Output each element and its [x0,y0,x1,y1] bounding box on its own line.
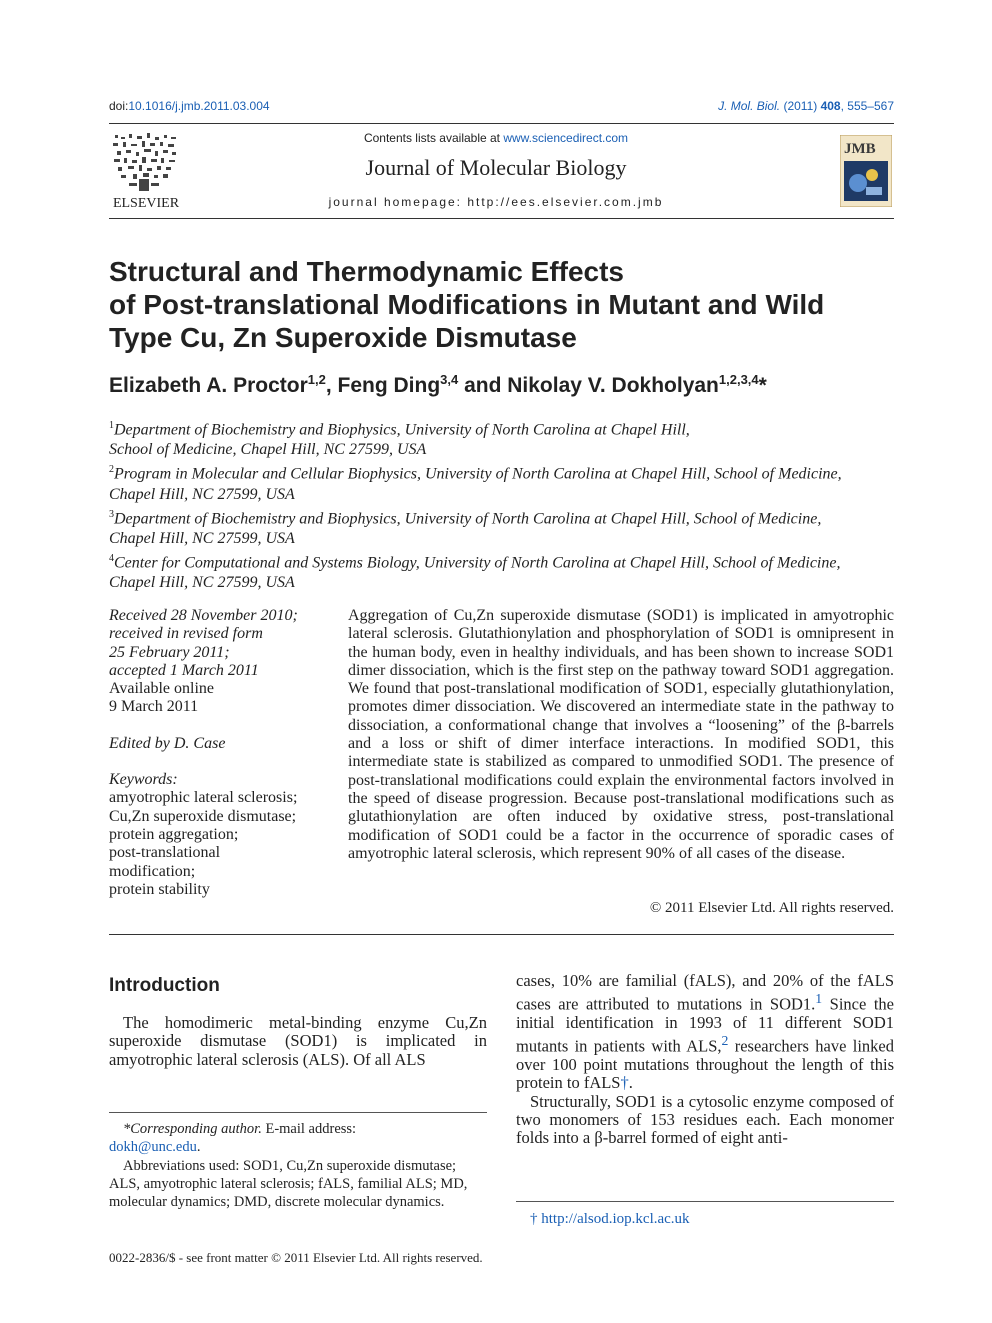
affiliation-text: Chapel Hill, NC 27599, USA [109,529,295,547]
footnote-rule [109,1112,487,1113]
affiliation [109,549,909,593]
affiliation-text: School of Medicine, Chapel Hill, NC 27599, USA [109,441,427,459]
doi-prefix: doi: [109,99,129,113]
affiliation [109,460,909,504]
affiliation-text: Department of Biochemistry and Biophysics, University of North Carolina at Chapel Hill, School of Medicine, [114,509,822,527]
corresponding-footnote [109,1120,487,1138]
affiliation-number: 1 [109,420,114,431]
revised-date: 25 February 2011; [109,643,230,661]
citation-year: (2011) [780,99,821,113]
online-date: 9 March 2011 [109,698,199,716]
author-affil-sup: 3,4 [440,372,459,387]
dagger-symbol: † [530,1211,538,1227]
body-text: Since the initial identification in 1993 of 11 different SOD1 mutants in patients with ALS, [516,994,894,1056]
abstract-copyright: © 2011 Elsevier Ltd. All rights reserved. [649,900,894,916]
section-heading-introduction: Introduction [109,975,220,996]
citation-line [718,99,894,113]
citation-journal: J. Mol. Biol. [718,99,781,113]
revised-label: received in revised form [109,625,263,643]
affiliation [109,416,909,460]
dagger-footnote [530,1211,690,1228]
corresponding-label: *Corresponding author. [123,1121,262,1137]
body-right-column [516,972,894,1148]
sciencedirect-link[interactable]: www.sciencedirect.com [503,131,629,145]
author-list [109,372,899,398]
body-paragraph: Structurally, SOD1 is a cytosolic enzyme composed of two monomers of 153 residues each. Each monomer folds into a β-barrel formed of eight anti- [516,1091,894,1148]
alsod-url-link[interactable]: http://alsod.iop.kcl.ac.uk [541,1211,690,1227]
affiliation-text: Program in Molecular and Cellular Biophysics, University of North Carolina at Chapel Hill, School of Medicine, [114,465,842,483]
header-top-rule [109,123,894,124]
keyword: Cu,Zn superoxide dismutase; [109,807,297,825]
received-date: Received 28 November 2010; [109,607,298,624]
email-end: . [196,1139,201,1156]
journal-name: Journal of Molecular Biology [365,155,627,180]
body-text: researchers have linked over 100 point mutations throughout the length of this protein to fALS [516,1036,894,1093]
header-bottom-rule [109,218,894,219]
journal-cover-thumbnail [840,135,892,207]
affiliation-text: Chapel Hill, NC 27599, USA [109,574,295,592]
article-title [109,255,899,354]
doi-line [109,99,270,113]
doi-link[interactable]: 10.1016/j.jmb.2011.03.004 [128,99,270,113]
affiliation-text: Chapel Hill, NC 27599, USA [109,485,295,503]
keywords [109,771,334,899]
corresponding-star: * [758,374,767,397]
reference-link[interactable]: 1 [815,991,823,1007]
contents-prefix: Contents lists available at [363,131,504,145]
body-text: . [628,1073,633,1093]
title-line-2: of Post-translational Modifications in Mutant and Wild [109,289,825,320]
article-history [109,607,334,899]
keyword: protein stability [109,880,210,898]
abbreviations-footnote: Abbreviations used: SOD1, Cu,Zn superoxide dismutase; ALS, amyotrophic lateral sclerosis; fALS, familial ALS; MD, molecular dynamics; DMD, discrete molecular dynamics. [109,1157,468,1211]
affiliation-text: Department of Biochemistry and Biophysics, University of North Carolina at Chapel Hill, [114,421,690,439]
affiliation-number: 3 [109,508,114,520]
author-name: Elizabeth A. Proctor [109,374,308,397]
author-affil-sup: 1,2,3,4 [718,372,759,387]
title-line-1: Structural and Thermodynamic Effects [109,256,625,287]
body-left-column [109,1014,487,1069]
citation-volume: 408 [820,99,841,113]
email-link[interactable]: dokh@unc.edu [109,1139,197,1156]
affiliation-number: 2 [109,464,114,476]
keyword: protein aggregation; [109,825,239,843]
keyword: post-translational [109,844,221,862]
body-text: cases, 10% are familial (fALS), and 20% of the fALS cases are attributed to mutations in SOD1. [516,971,894,1014]
affiliation-number: 4 [109,552,114,564]
affiliations [109,416,909,593]
footnote-dagger-link[interactable]: † [620,1073,629,1093]
author-name: , Feng Ding [325,374,441,397]
email-label: E-mail address: [261,1121,357,1137]
keyword: amyotrophic lateral sclerosis; [109,789,298,807]
email-line [109,1138,487,1156]
affiliation-text: Center for Computational and Systems Biology, University of North Carolina at Chapel Hill, School of Medicine, [114,554,841,572]
author-name: and Nikolay V. Dokholyan [458,374,719,397]
citation-pages: , 555–567 [840,99,894,113]
reference-link[interactable]: 2 [721,1033,729,1049]
author-affil-sup: 1,2 [307,372,326,387]
online-label: Available online [109,680,214,698]
abstract: Aggregation of Cu,Zn superoxide dismutase (SOD1) is implicated in amyotrophic lateral sclerosis. Glutathionylation and phosphorylation of SOD1 is omnipresent in the human body, even in healthy individuals, and has been shown to increase SOD1 dimer dissociation, which is the first step on the pathway toward SOD1 aggregation. We found that post-translational modification of SOD1, especially glutathionylation, promotes dimer dissociation. We discovered an intermediate state in the pathway to dissociation, a conformational change that involves a “loosening” of the β-barrels and a loss or shift of dimer interface interactions. In modified SOD1, this intermediate state is stabilized as compared to unmodified SOD1. The presence of post-translational modifications could explain the environmental factors involved in the speed of disease progression. Because post-translational modifications such as glutathionylation are often induced by oxidative stress, post-translational modification of SOD1 could be a factor in the occurrence of sporadic cases of amyotrophic lateral sclerosis, which represent 90% of all cases of the disease. [348,607,894,862]
elsevier-wordmark: ELSEVIER [112,196,180,209]
cover-jmb-text: JMB [844,141,876,157]
edited-by: Edited by D. Case [109,734,226,752]
journal-homepage[interactable]: journal homepage: http://ees.elsevier.com.jmb [328,195,664,209]
front-matter-note: 0022-2836/$ - see front matter © 2011 Elsevier Ltd. All rights reserved. [109,1250,483,1265]
accepted-date: accepted 1 March 2011 [109,661,259,679]
affiliation [109,505,909,549]
footnote-rule [516,1201,894,1202]
keyword: modification; [109,862,196,880]
keywords-label: Keywords: [109,771,178,789]
body-paragraph: The homodimeric metal-binding enzyme Cu,Zn superoxide dismutase (SOD1) is implicated in amyotrophic lateral sclerosis (ALS). Of all ALS [109,1013,487,1069]
body-paragraph [516,972,894,1093]
title-line-3: Type Cu, Zn Superoxide Dismutase [109,322,577,353]
abstract-bottom-rule [109,934,894,935]
footnotes-left [109,1120,487,1211]
